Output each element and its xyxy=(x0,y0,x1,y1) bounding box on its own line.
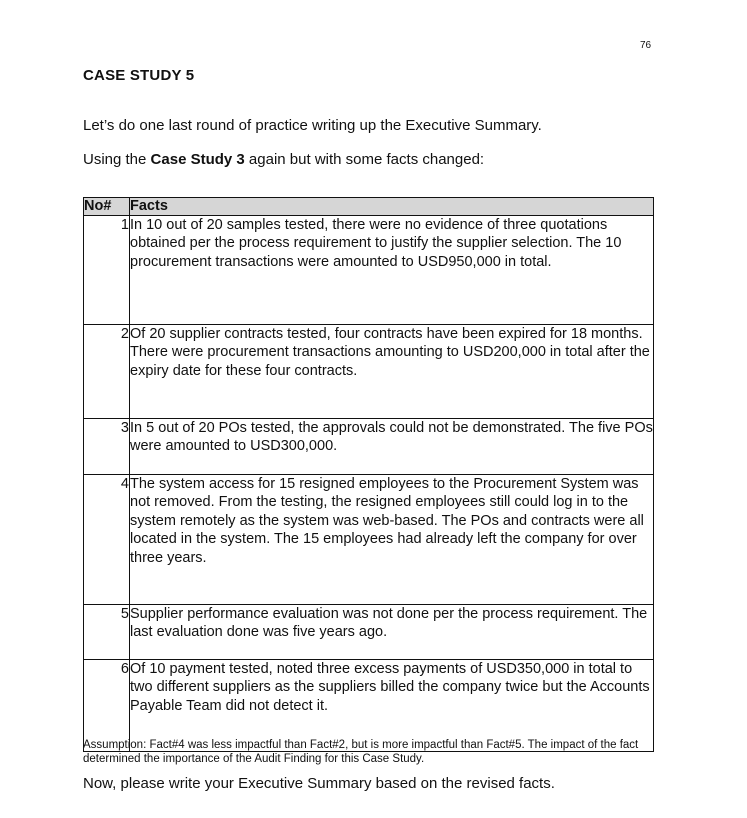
fact-number: 1 xyxy=(84,216,130,325)
fact-text: Of 10 payment tested, noted three excess payments of USD350,000 in total to two different suppliers as the suppliers billed the company twice but the Accounts Payable Team did not detect it. xyxy=(130,660,654,752)
fact-text: In 5 out of 20 POs tested, the approvals could not be demonstrated. The five POs were amounted to USD300,000. xyxy=(130,419,654,475)
fact-number: 4 xyxy=(84,475,130,605)
table-header-row xyxy=(84,198,654,216)
intro-paragraph: Let’s do one last round of practice writing up the Executive Summary. xyxy=(83,117,542,134)
assumption-note: Assumption: Fact#4 was less impactful than Fact#2, but is more impactful than Fact#5. The impact of the fact determined the importance of the Audit Finding for this Case Study. xyxy=(83,739,639,765)
instruction-prefix: Using the xyxy=(83,151,151,168)
fact-number: 3 xyxy=(84,419,130,475)
fact-number: 6 xyxy=(84,660,130,752)
instruction-paragraph xyxy=(83,151,484,168)
table-row xyxy=(84,419,654,475)
page-number: 76 xyxy=(640,40,652,51)
table-row xyxy=(84,216,654,325)
fact-number: 5 xyxy=(84,605,130,660)
fact-text: The system access for 15 resigned employees to the Procurement System was not removed. From the testing, the resigned employees still could log in to the system remotely as the system was web-based. The POs and contracts were all located in the system. The 15 employees had already left the company for over three years. xyxy=(130,475,654,605)
table-row xyxy=(84,325,654,419)
column-header-no: No# xyxy=(84,198,130,216)
column-header-facts: Facts xyxy=(130,198,654,216)
fact-text: Of 20 supplier contracts tested, four contracts have been expired for 18 months. There were procurement transactions amounting to USD200,000 in total after the expiry date for these four contracts. xyxy=(130,325,654,419)
instruction-suffix: again but with some facts changed: xyxy=(244,151,485,168)
fact-text: Supplier performance evaluation was not done per the process requirement. The last evaluation done was five years ago. xyxy=(130,605,654,660)
fact-text: In 10 out of 20 samples tested, there were no evidence of three quotations obtained per the process requirement to justify the supplier selection. The 10 procurement transactions were amounted to USD950,000 in total. xyxy=(130,216,654,325)
case-study-reference: Case Study 3 xyxy=(150,151,245,168)
table-row xyxy=(84,475,654,605)
fact-number: 2 xyxy=(84,325,130,419)
table-row xyxy=(84,605,654,660)
closing-instruction: Now, please write your Executive Summary based on the revised facts. xyxy=(83,775,555,792)
facts-table xyxy=(83,197,654,752)
case-study-title: CASE STUDY 5 xyxy=(83,67,195,84)
